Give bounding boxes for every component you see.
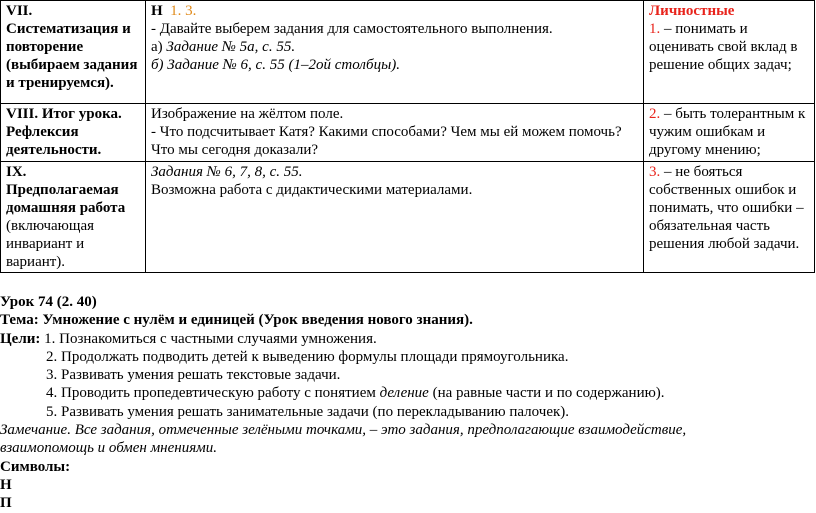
activity-cell xyxy=(146,104,644,162)
goal-item: 3. Развивать умения решать текстовые задачи. xyxy=(46,367,341,384)
task-reference: б) Задание № 6, с. 55 (1–2ой столбцы). xyxy=(151,57,400,73)
activity-prefix: а) xyxy=(151,39,167,55)
result-cell xyxy=(644,1,815,104)
stage-cell: VII. Систематизация и повторение (выбираем задания и тренируемся). xyxy=(1,1,146,104)
symbol-p: П xyxy=(0,495,12,512)
activity-line: Изображение на жёлтом поле. xyxy=(151,106,344,122)
goal-emphasis: деление xyxy=(379,385,429,402)
stage-note: (включающая инвариант и вариант). xyxy=(6,218,95,270)
symbol-marker: Н xyxy=(151,3,163,19)
goal-item: 5. Развивать умения решать занимательные задачи (по перекладыванию палочек). xyxy=(46,403,570,420)
activity-cell xyxy=(146,1,644,104)
result-number: 1. xyxy=(649,21,661,37)
result-text: – понимать и оценивать свой вклад в решение общих задач; xyxy=(649,21,798,73)
task-reference: Задания № 6, 7, 8, с. 55. xyxy=(151,164,303,180)
task-reference: Задание № 5а, с. 55. xyxy=(166,39,296,55)
activity-line: - Давайте выберем задания для самостоятельного выполнения. xyxy=(151,21,553,37)
activity-cell xyxy=(146,162,644,273)
table-row xyxy=(1,1,815,104)
goal-item xyxy=(0,384,816,402)
lesson-description xyxy=(0,293,816,513)
goal-item: 2. Продолжать подводить детей к выведению формулы площади прямоугольника. xyxy=(46,348,569,365)
symbols-label: Символы: xyxy=(0,458,71,475)
result-number: 2. xyxy=(649,106,661,122)
result-text: – не бояться собственных ошибок и понимать, что ошибки – обязательная часть решения любой задачи. xyxy=(649,164,804,252)
stage-cell xyxy=(1,162,146,273)
note-line: взаимопомощь и обмен мнениями. xyxy=(0,440,217,457)
table-row xyxy=(1,104,815,162)
marker-numbers: 1. 3. xyxy=(170,3,197,19)
note-line: Замечание. Все задания, отмеченные зелёными точками, – это задания, предполагающие взаимодействие, xyxy=(0,422,687,439)
result-cell xyxy=(644,104,815,162)
goals-label: Цели: xyxy=(0,330,41,347)
goal-tail: (на равные части и по содержанию). xyxy=(428,385,665,402)
goal-text: 4. Проводить пропедевтическую работу с понятием xyxy=(46,385,380,402)
result-text: – быть толерантным к чужим ошибкам и другому мнению; xyxy=(649,106,806,158)
result-number: 3. xyxy=(649,164,661,180)
table-row xyxy=(1,162,815,273)
stage-cell: VIII. Итог урока. Рефлексия деятельности. xyxy=(1,104,146,162)
activity-line: - Что подсчитывает Катя? Какими способами? Чем мы ей можем помочь? Что мы сегодня доказали? xyxy=(151,124,622,158)
stage-title: IX. Предполагаемая домашняя работа xyxy=(6,164,126,216)
result-cell xyxy=(644,162,815,273)
activity-line: Возможна работа с дидактическими материалами. xyxy=(151,182,473,198)
lesson-topic: Тема: Умножение с нулём и единицей (Урок введения нового знания). xyxy=(0,312,473,329)
result-title: Личностные xyxy=(649,3,735,19)
symbol-h: Н xyxy=(0,476,12,493)
goal-item: 1. Познакомиться с частными случаями умножения. xyxy=(44,330,377,347)
lesson-number: Урок 74 (2. 40) xyxy=(0,294,97,310)
